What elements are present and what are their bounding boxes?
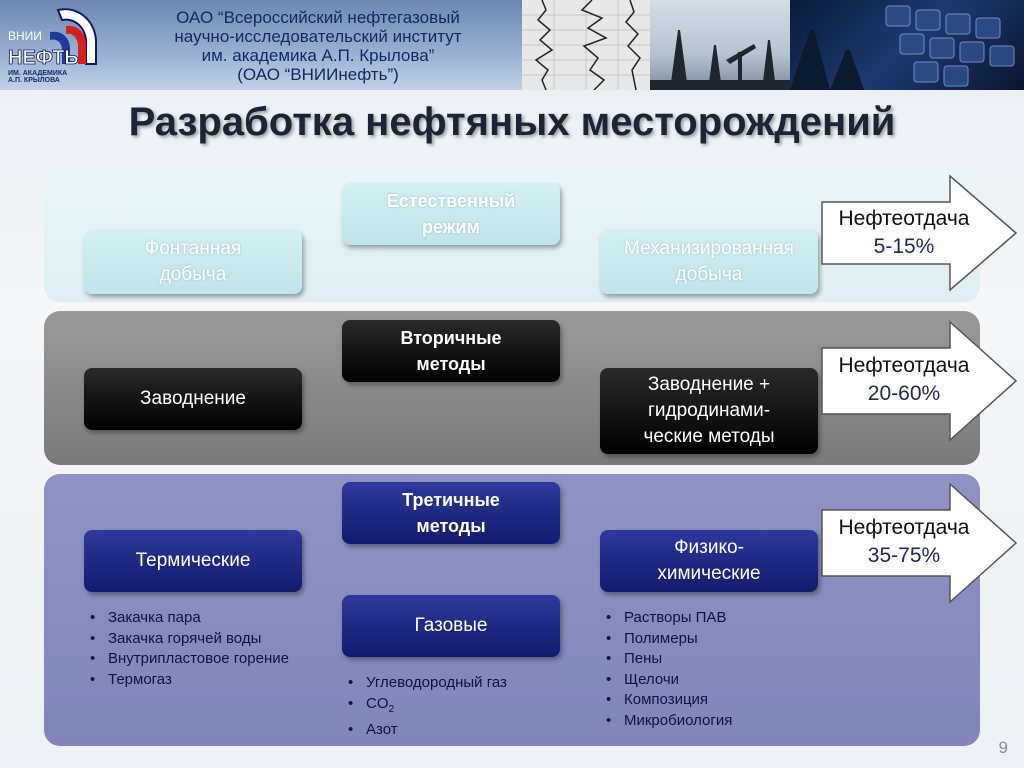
logo-brand-text: НЕФТЬ: [8, 47, 79, 69]
logo-subtitle: ИМ. АКАДЕМИКА А.П. КРЫЛОВА: [8, 70, 68, 84]
list-item: • Углеводородный газ: [342, 673, 507, 694]
header-photos: [522, 0, 1024, 90]
list-item: • Полимеры: [600, 629, 732, 650]
seismic-log-photo: [522, 0, 650, 90]
recovery-label-primary: Нефтеотдача 5-15%: [838, 207, 970, 258]
recovery-label-secondary: Нефтеотдача 20-60%: [838, 354, 970, 405]
slide-title: Разработка нефтяных месторождений: [128, 100, 896, 144]
mechanized-production-box: Механизированная добыча: [600, 230, 818, 294]
header-banner: [0, 0, 1024, 90]
org-line: им. академика А.П. Крылова”: [201, 46, 435, 65]
secondary-methods-box: Вторичные методы: [342, 320, 560, 382]
list-item: • Закачка горячей воды: [84, 629, 289, 650]
flowing-production-box: Фонтанная добыча: [84, 230, 302, 294]
list-item: • Щелочи: [600, 670, 732, 691]
oil-rigs-photo: [650, 0, 790, 90]
recovery-label-tertiary: Нефтеотдача 35-75%: [838, 516, 970, 567]
gas-methods-list: [342, 673, 507, 741]
list-item: • Композиция: [600, 690, 732, 711]
vniineft-logo: [6, 4, 114, 84]
physico-chemical-list: [600, 608, 732, 731]
keyboard-photo: [790, 0, 1024, 90]
list-item: • Термогаз: [84, 670, 289, 691]
waterflooding-hydrodynamic-box: Заводнение + гидродинами- ческие методы: [600, 368, 818, 454]
organization-name: [118, 8, 518, 84]
gas-methods-box: Газовые: [342, 595, 560, 657]
list-item: • Закачка пара: [84, 608, 289, 629]
list-item: • Азот: [342, 720, 507, 741]
page-number: 9: [998, 738, 1008, 757]
thermal-methods-box: Термические: [84, 530, 302, 592]
org-line: ОАО “Всероссийский нефтегазовый: [176, 8, 460, 27]
co2-subscript: 2: [388, 703, 395, 715]
list-item: • Пены: [600, 649, 732, 670]
tertiary-methods-box: Третичные методы: [342, 482, 560, 544]
list-item: • $CO_2$: [342, 694, 507, 721]
logo-top-text: ВНИИ: [8, 29, 42, 43]
waterflooding-box: Заводнение: [84, 368, 302, 430]
list-item: • Внутрипластовое горение: [84, 649, 289, 670]
list-item: • Микробиология: [600, 711, 732, 732]
physico-chemical-box: Физико- химические: [600, 530, 818, 592]
org-line: научно-исследовательский институт: [174, 27, 462, 46]
natural-regime-box: Естественный режим: [342, 183, 560, 245]
list-item: • Растворы ПАВ: [600, 608, 732, 629]
org-line: (ОАО “ВНИИнефть”): [237, 65, 399, 84]
thermal-methods-list: [84, 608, 289, 690]
logo-mark-icon: [6, 4, 114, 70]
